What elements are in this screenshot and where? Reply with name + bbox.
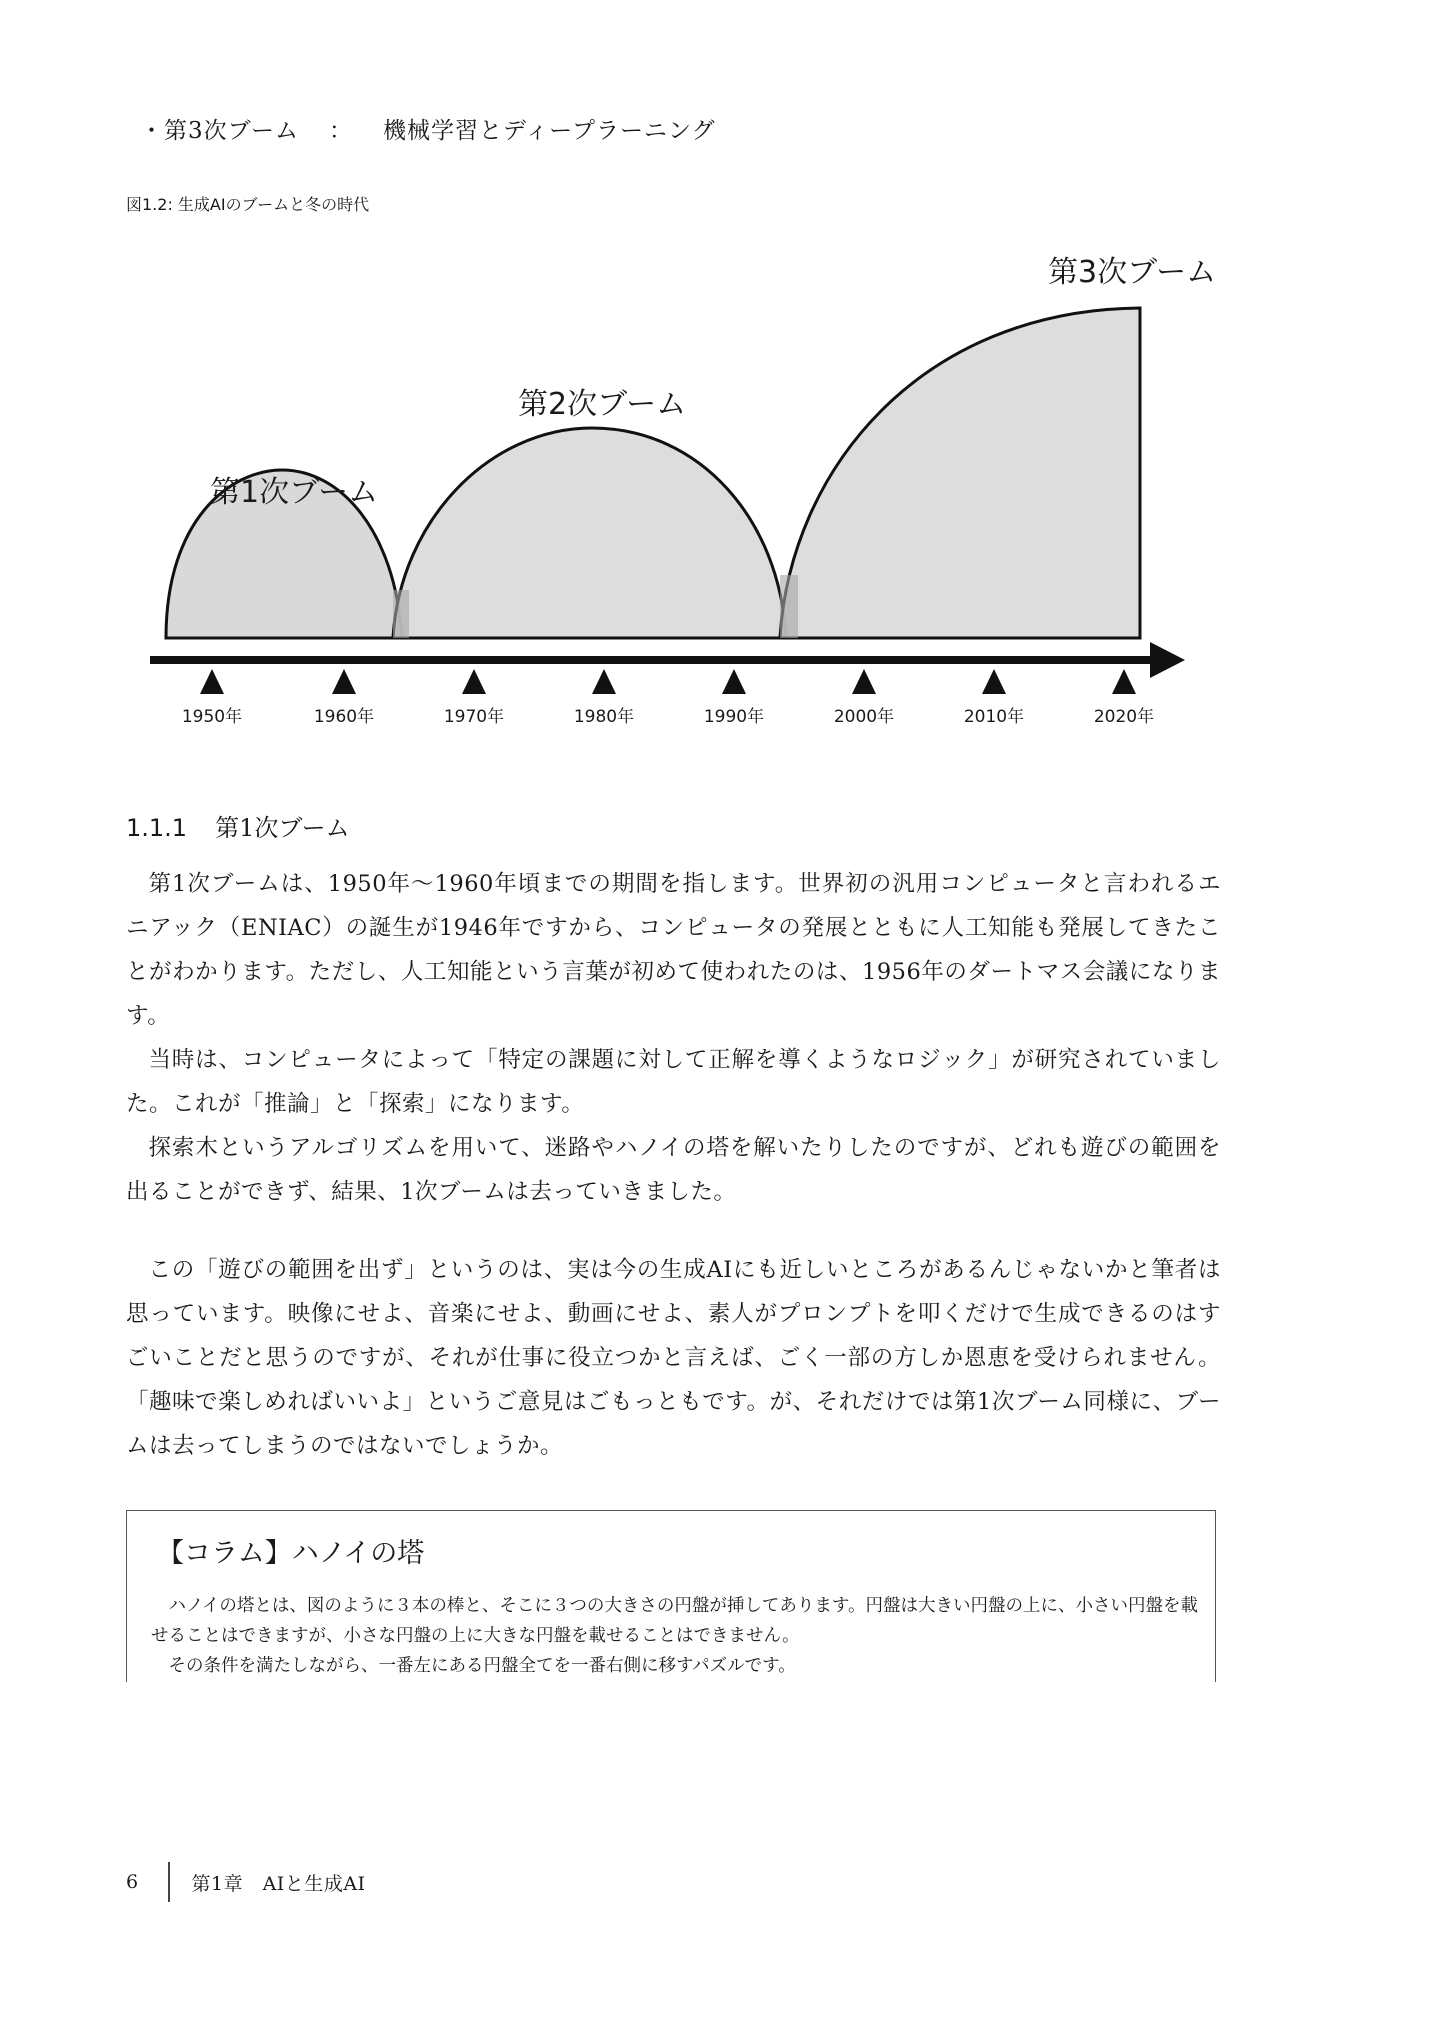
boom-label-2: 第2次ブーム xyxy=(518,387,687,422)
year-label-2000: 2000年 xyxy=(833,707,895,727)
tick-marker-1980 xyxy=(592,669,616,694)
boom-label-1: 第1次ブーム xyxy=(210,475,379,510)
section-title: 第1次ブーム xyxy=(215,814,350,842)
column-box xyxy=(126,1510,1216,1682)
body-block-2 xyxy=(126,1248,1221,1468)
paragraph: この「遊びの範囲を出ず」というのは、実は今の生成AIにも近しいところがあるんじゃないかと筆者は思っています。映像にせよ、音楽にせよ、動画にせよ、素人がプロンプトを叩くだけで生成できるのはすごいことだと思うのですが、それが仕事に役立つかと言えば、ごく一部の方しか恩恵を受けられません。「趣味で楽しめればいいよ」というご意見はごもっともです。が、それだけでは第1次ブーム同様に、ブームは去ってしまうのではないでしょうか。 xyxy=(126,1257,1221,1459)
overlap-shade-1 xyxy=(393,590,409,638)
bullet-separator: ： xyxy=(328,118,353,144)
body-block-1 xyxy=(126,862,1221,1214)
section-number: 1.1.1 xyxy=(126,814,188,842)
section-heading xyxy=(126,808,350,843)
paragraph: 探索木というアルゴリズムを用いて、迷路やハノイの塔を解いたりしたのですが、どれも遊びの範囲を出ることができず、結果、1次ブームは去っていきました。 xyxy=(126,1135,1221,1205)
tick-marker-2020 xyxy=(1112,669,1136,694)
chapter-title: 第1章 AIと生成AI xyxy=(191,1872,366,1895)
tick-marker-1960 xyxy=(332,669,356,694)
boom-2-arc xyxy=(393,428,786,638)
boom-label-3: 第3次ブーム xyxy=(1048,255,1217,290)
year-label-1990: 1990年 xyxy=(703,707,765,727)
year-label-2020: 2020年 xyxy=(1093,707,1155,727)
year-label-2010: 2010年 xyxy=(963,707,1025,727)
page-footer xyxy=(126,1862,366,1902)
page-number: 6 xyxy=(126,1871,139,1893)
year-label-1950: 1950年 xyxy=(181,707,243,727)
column-body xyxy=(151,1591,1201,1681)
paragraph: 第1次ブームは、1950年〜1960年頃までの期間を指します。世界初の汎用コンピュータと言われるエニアック（ENIAC）の誕生が1946年ですから、コンピュータの発展とともに人工知能も発展してきたことがわかります。ただし、人工知能という言葉が初めて使われたのは、1956年のダートマス会議になります。 xyxy=(126,871,1221,1029)
boom-timeline-figure xyxy=(0,0,1433,760)
tick-marker-2000 xyxy=(852,669,876,694)
column-paragraph: その条件を満たしながら、一番左にある円盤全てを一番右側に移すパズルです。 xyxy=(168,1656,796,1676)
bullet-label: ・第3次ブーム xyxy=(140,118,299,144)
tick-marker-1950 xyxy=(200,669,224,694)
tick-marker-1990 xyxy=(722,669,746,694)
boom-3-arc xyxy=(780,308,1140,638)
column-title: 【コラム】ハノイの塔 xyxy=(157,1538,425,1569)
overlap-shade-2 xyxy=(780,575,798,638)
year-label-1960: 1960年 xyxy=(313,707,375,727)
year-label-1980: 1980年 xyxy=(573,707,635,727)
paragraph: 当時は、コンピュータによって「特定の課題に対して正解を導くようなロジック」が研究されていました。これが「推論」と「探索」になります。 xyxy=(126,1047,1221,1117)
figure-caption: 図1.2: 生成AIのブームと冬の時代 xyxy=(126,195,370,214)
footer-divider xyxy=(168,1862,170,1902)
year-label-1970: 1970年 xyxy=(443,707,505,727)
tick-marker-2010 xyxy=(982,669,1006,694)
timeline-arrowhead xyxy=(1150,642,1185,678)
column-paragraph: ハノイの塔とは、図のように３本の棒と、そこに３つの大きさの円盤が挿してあります。円盤は大きい円盤の上に、小さい円盤を載せることはできますが、小さな円盤の上に大きな円盤を載せることはできません。 xyxy=(151,1596,1199,1646)
bullet-topic: 機械学習とディープラーニング xyxy=(382,118,716,144)
tick-marker-1970 xyxy=(462,669,486,694)
